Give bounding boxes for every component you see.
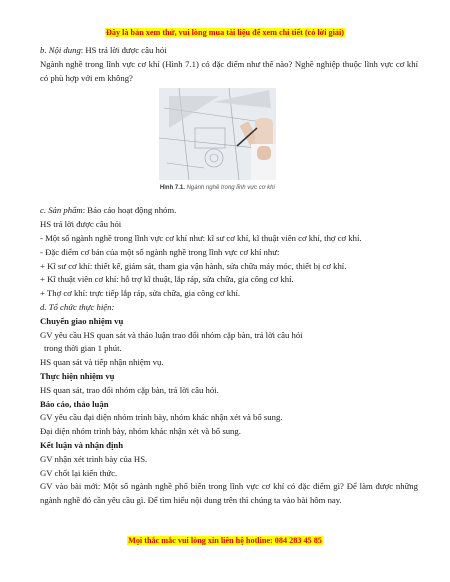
figure-caption (159, 182, 276, 196)
drawing-illustration (159, 88, 276, 180)
lesson-content (40, 44, 418, 508)
section-heading-ket-luan: Kết luận và nhận định (40, 439, 124, 450)
body-line: Đại diện nhóm trình bày, nhóm khác nhận xét và bổ sung. (40, 426, 241, 437)
answer-line: + Kĩ sư cơ khí: thiết kế, giám sát, tham gia vận hành, sửa chữa máy móc, thiết bị cơ khí. (40, 260, 347, 271)
answer-line: + Kĩ thuật viên cơ khí: hỗ trợ kĩ thuật, lắp ráp, sửa chữa, gia công cơ khí. (40, 274, 294, 285)
body-line: HS quan sát, trao đổi nhóm cặp bàn, trả lời câu hỏi. (40, 384, 219, 395)
body-line: GV yêu cầu đại diện nhóm trình bày, nhóm khác nhận xét và bổ sung. (40, 412, 283, 423)
answer-line: + Thợ cơ khí: trực tiếp lắp ráp, sửa chữa, gia công cơ khí. (40, 288, 241, 299)
hotline-banner-text: Mọi thắc mắc vui lòng xin liên hệ hotline: 084 283 45 85 (128, 536, 322, 545)
figure-number: Hình 7.1. (159, 185, 185, 192)
san-pham-label: c. Sản phẩm (40, 205, 83, 216)
body-line: GV yêu cầu HS quan sát và thảo luận trao đổi nhóm cặp bàn, trả lời câu hỏi (40, 329, 303, 340)
san-pham-line (40, 204, 418, 218)
answer-line: HS trả lời được câu hỏi (40, 219, 122, 230)
noi-dung-line (40, 44, 418, 58)
hotline-banner (0, 536, 450, 545)
preview-banner-text: Đây là bản xem thử, vui lòng mua tài liệu để xem chi tiết (có lời giải) (105, 28, 344, 37)
noi-dung-text: : HS trả lời được câu hỏi (80, 45, 167, 55)
body-line: GV chốt lại kiến thức. (40, 467, 118, 478)
to-chuc-heading: d. Tổ chức thực hiện: (40, 301, 115, 312)
body-line: trong thời gian 1 phút. (44, 343, 122, 354)
answer-line: - Đặc điểm cơ bản của một số ngành nghề trong lĩnh vực cơ khí như: (40, 246, 280, 257)
question-paragraph: Ngành nghề trong lĩnh vực cơ khí (Hình 7.1) có đặc điểm như thế nào? Nghề nghiệp thuộc lĩnh vực cơ khí có phù hợp với em không? (40, 58, 418, 83)
figure-7-1 (40, 88, 418, 204)
mechanical-drawing-photo (159, 88, 276, 180)
noi-dung-label: b. Nội dung (40, 45, 81, 55)
section-heading-bao-cao: Báo cáo, thảo luận (40, 398, 109, 409)
section-heading-thuc-hien: Thực hiện nhiệm vụ (40, 370, 115, 381)
preview-banner (0, 28, 450, 37)
answer-line: - Một số ngành nghề trong lĩnh vực cơ khí như: kĩ sư cơ khí, kĩ thuật viên cơ khí, thợ cơ khí. (40, 232, 362, 243)
body-line: HS quan sát và tiếp nhận nhiệm vụ. (40, 357, 164, 368)
figure-caption-text: Ngành nghề trong lĩnh vực cơ khí (184, 185, 276, 192)
body-paragraph: GV vào bài mới: Một số ngành nghề phổ biến trong lĩnh vực cơ khí có đặc điểm gì? Để làm được những ngành nghề đó cần yêu cầu gì. Để tìm hiểu nội dung trên thì chúng ta vào bài hôm nay. (40, 481, 418, 506)
body-line: GV nhận xét trình bày của HS. (40, 453, 148, 464)
section-heading-chuyen-giao: Chuyển giao nhiệm vụ (40, 315, 124, 326)
san-pham-text: : Báo cáo hoạt động nhóm. (82, 205, 177, 216)
